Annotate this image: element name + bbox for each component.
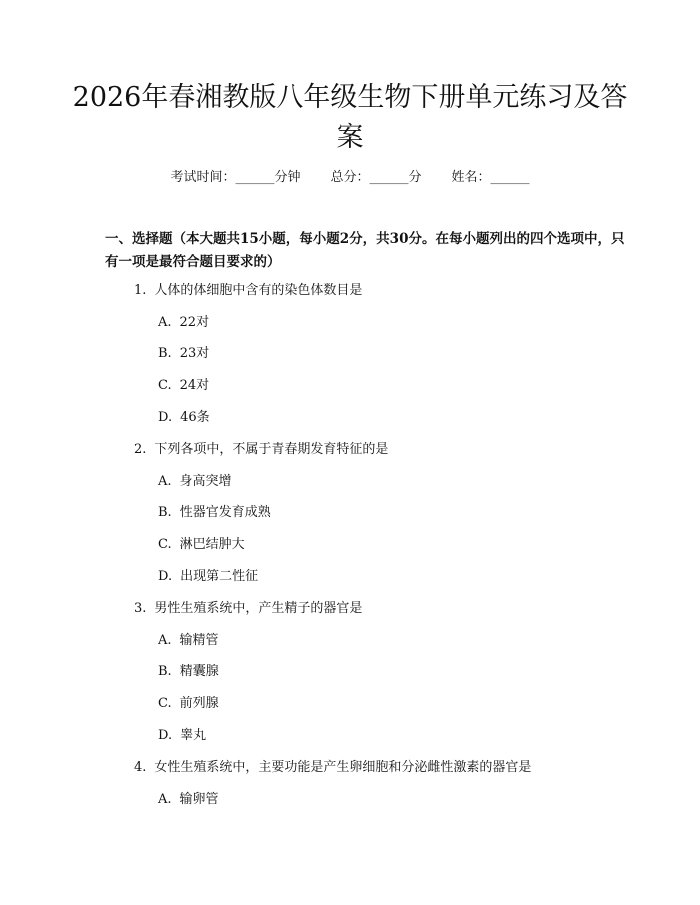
option-1a xyxy=(158,313,209,333)
option-text: 22对 xyxy=(179,315,210,330)
option-text: 身高突增 xyxy=(179,474,232,489)
option-text: 46条 xyxy=(180,410,210,425)
question-4 xyxy=(134,758,531,778)
question-text: 女性生殖系统中，主要功能是产生卵细胞和分泌雌性激素的器官是 xyxy=(154,760,532,775)
option-letter: A. xyxy=(158,792,172,807)
exam-meta xyxy=(0,168,700,188)
option-letter: B. xyxy=(158,346,172,361)
option-text: 23对 xyxy=(179,346,210,361)
question-text: 下列各项中，不属于青春期发育特征的是 xyxy=(154,442,389,457)
option-letter: C. xyxy=(158,696,172,711)
option-2a xyxy=(158,472,232,492)
option-letter: C. xyxy=(158,537,172,552)
option-letter: D. xyxy=(158,410,173,425)
option-letter: A. xyxy=(158,315,172,330)
exam-time-field: 考试时间：______分钟 xyxy=(170,170,301,185)
question-number: 2. xyxy=(134,442,147,457)
option-3b xyxy=(158,662,219,682)
option-letter: B. xyxy=(158,505,172,520)
option-text: 出现第二性征 xyxy=(180,569,259,584)
option-1c xyxy=(158,376,209,396)
option-letter: A. xyxy=(158,474,172,489)
option-letter: B. xyxy=(158,664,172,679)
question-2 xyxy=(134,440,388,460)
option-text: 前列腺 xyxy=(179,696,219,711)
option-1b xyxy=(158,344,209,364)
option-3d xyxy=(158,726,206,746)
question-3 xyxy=(134,599,362,619)
option-3a xyxy=(158,631,219,651)
name-field: 姓名：______ xyxy=(451,170,530,185)
question-number: 1. xyxy=(134,283,147,298)
question-text: 男性生殖系统中，产生精子的器官是 xyxy=(154,601,363,616)
option-letter: C. xyxy=(158,378,172,393)
question-text: 人体的体细胞中含有的染色体数目是 xyxy=(154,283,363,298)
option-3c xyxy=(158,694,219,714)
option-letter: D. xyxy=(158,728,173,743)
total-score-field: 总分：______分 xyxy=(330,170,422,185)
option-text: 睾丸 xyxy=(180,728,207,743)
option-text: 精囊腺 xyxy=(179,664,219,679)
option-letter: A. xyxy=(158,633,172,648)
option-text: 输卵管 xyxy=(179,792,219,807)
option-1d xyxy=(158,408,210,428)
option-text: 输精管 xyxy=(179,633,219,648)
option-4a xyxy=(158,790,219,810)
question-number: 3. xyxy=(134,601,147,616)
option-letter: D. xyxy=(158,569,173,584)
option-2d xyxy=(158,567,258,587)
option-text: 24对 xyxy=(179,378,210,393)
question-1 xyxy=(134,281,362,301)
option-text: 性器官发育成熟 xyxy=(179,505,271,520)
question-number: 4. xyxy=(134,760,147,775)
option-2b xyxy=(158,503,271,523)
option-2c xyxy=(158,535,245,555)
page-title: 2026年春湘教版八年级生物下册单元练习及答案 xyxy=(72,82,628,153)
section-heading: 一、选择题（本大题共15小题，每小题2分，共30分。在每小题列出的四个选项中，只有一项是最符合题目要求的） xyxy=(105,231,625,270)
option-text: 淋巴结肿大 xyxy=(179,537,245,552)
